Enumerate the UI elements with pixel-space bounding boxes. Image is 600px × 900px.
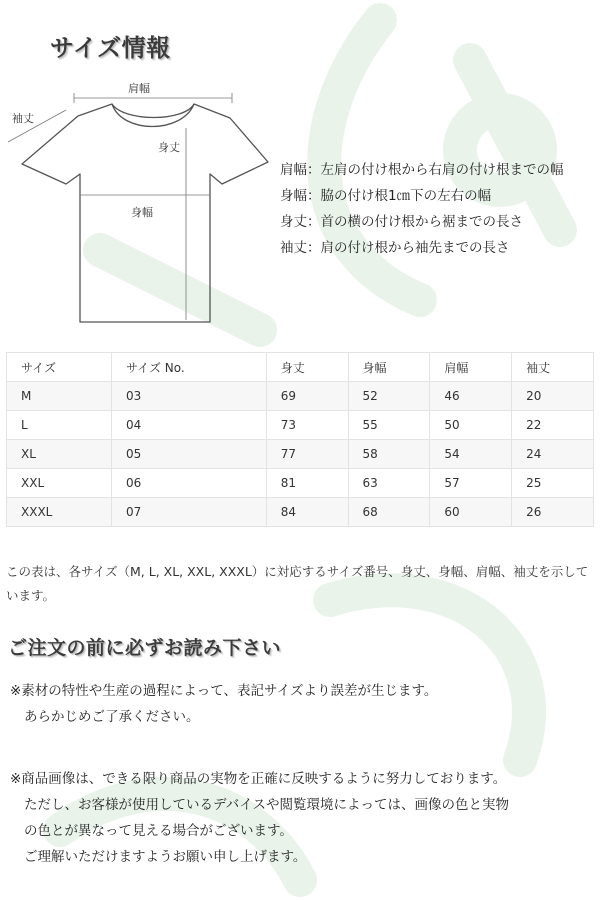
table-caption: この表は、各サイズ（M, L, XL, XXL, XXXL）に対応するサイズ番号、身丈、身幅、肩幅、袖丈を示しています。 <box>6 564 589 603</box>
notice-line: あらかじめご了承ください。 <box>24 709 200 725</box>
definition-shoulder: 肩幅：左肩の付け根から右肩の付け根までの幅 <box>280 162 564 178</box>
measurement-definitions <box>280 157 564 261</box>
header-length: 身丈 <box>266 353 348 382</box>
table-cell: 57 <box>430 469 512 498</box>
table-cell: 73 <box>266 411 348 440</box>
table-cell: 25 <box>512 469 594 498</box>
size-info-title: サイズ情報 <box>50 34 171 62</box>
header-body-width: 身幅 <box>348 353 430 382</box>
table-row <box>7 382 594 411</box>
sleeve-length-label: 袖丈 <box>12 112 34 125</box>
notice-line: の色とが異なって見える場合がございます。 <box>24 823 293 839</box>
table-cell: 60 <box>430 498 512 527</box>
definition-body-length: 身丈：首の横の付け根から裾までの長さ <box>280 214 523 230</box>
table-cell: 05 <box>111 440 266 469</box>
notice-line: ※素材の特性や生産の過程によって、表記サイズより誤差が生じます。 <box>10 683 438 699</box>
table-cell: 24 <box>512 440 594 469</box>
notice-line: ただし、お客様が使用しているデバイスや閲覧環境によっては、画像の色と実物 <box>24 797 510 813</box>
header-size-no: サイズ No. <box>111 353 266 382</box>
table-cell: 04 <box>111 411 266 440</box>
table-row <box>7 440 594 469</box>
table-cell: 50 <box>430 411 512 440</box>
table-cell: 77 <box>266 440 348 469</box>
table-cell: 69 <box>266 382 348 411</box>
notice-line: ※商品画像は、できる限り商品の実物を正確に反映するように努力しております。 <box>10 771 507 787</box>
table-cell: 58 <box>348 440 430 469</box>
table-cell: L <box>7 411 112 440</box>
table-cell: 46 <box>430 382 512 411</box>
table-cell: 63 <box>348 469 430 498</box>
shoulder-width-label: 肩幅 <box>128 82 150 95</box>
table-cell: 22 <box>512 411 594 440</box>
body-width-label: 身幅 <box>131 206 153 219</box>
table-cell: 84 <box>266 498 348 527</box>
table-row <box>7 498 594 527</box>
table-cell: 55 <box>348 411 430 440</box>
table-cell: 52 <box>348 382 430 411</box>
definition-body-width: 身幅：脇の付け根1㎝下の左右の幅 <box>280 188 492 204</box>
notice-line: ご理解いただけますようお願い申し上げます。 <box>24 849 307 865</box>
table-cell: 06 <box>111 469 266 498</box>
body-length-label: 身丈 <box>158 141 180 154</box>
notice-item-image-color <box>10 766 509 870</box>
table-cell: 03 <box>111 382 266 411</box>
table-cell: M <box>7 382 112 411</box>
definition-sleeve: 袖丈：肩の付け根から袖先までの長さ <box>280 240 510 256</box>
table-cell: XXL <box>7 469 112 498</box>
table-cell: 07 <box>111 498 266 527</box>
header-shoulder: 肩幅 <box>430 353 512 382</box>
notice-title: ご注文の前に必ずお読み下さい <box>8 637 282 659</box>
table-cell: 54 <box>430 440 512 469</box>
table-cell: XL <box>7 440 112 469</box>
size-table <box>6 352 594 527</box>
table-cell: XXXL <box>7 498 112 527</box>
header-sleeve: 袖丈 <box>512 353 594 382</box>
size-table-container <box>6 352 594 527</box>
table-cell: 26 <box>512 498 594 527</box>
table-header-row <box>7 353 594 382</box>
table-cell: 20 <box>512 382 594 411</box>
table-row <box>7 469 594 498</box>
table-cell: 68 <box>348 498 430 527</box>
tshirt-outline-icon <box>0 70 290 330</box>
notice-item-size-tolerance <box>10 678 437 730</box>
table-row <box>7 411 594 440</box>
header-size: サイズ <box>7 353 112 382</box>
tshirt-measurement-diagram <box>0 70 290 330</box>
table-cell: 81 <box>266 469 348 498</box>
